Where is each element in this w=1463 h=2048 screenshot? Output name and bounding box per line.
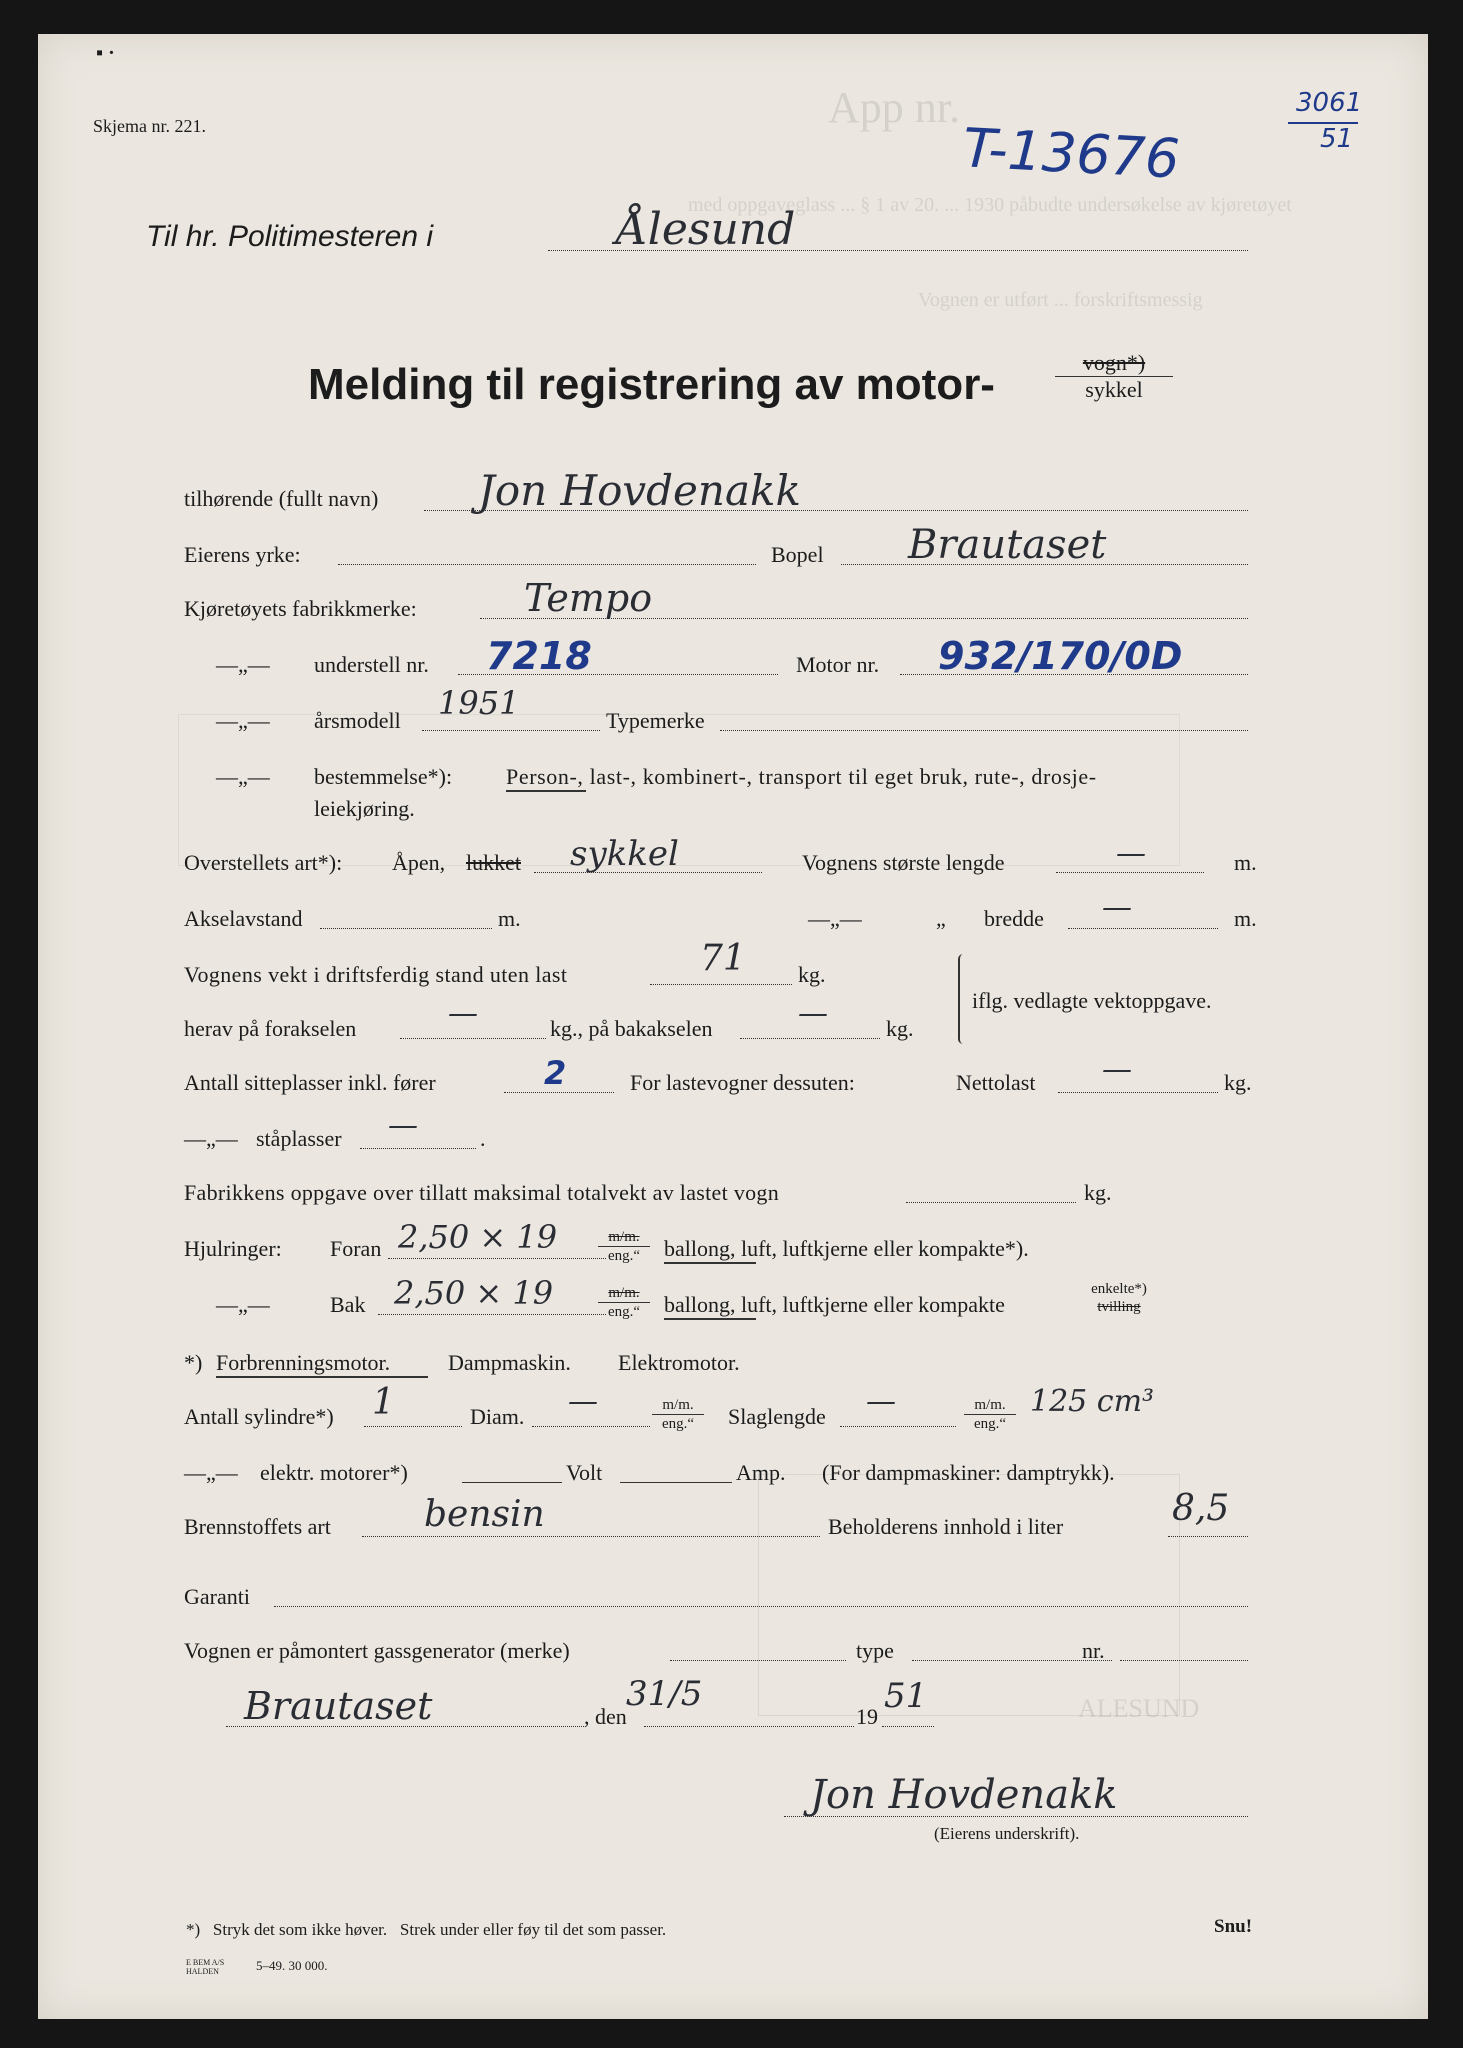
displacement-value: 125 cm³ (1030, 1384, 1155, 1419)
wheel-mount: enkelte*) tvilling (1091, 1281, 1147, 1315)
year-line (882, 1726, 934, 1727)
axle-unit: m. (498, 906, 521, 931)
cylinders-line (364, 1426, 462, 1427)
net-load-unit: kg. (1224, 1070, 1252, 1095)
make-value: Tempo (524, 576, 653, 620)
engine-type-steam: Dampmaskin. (448, 1350, 571, 1375)
wheels-front-line (388, 1258, 606, 1259)
purpose-options-cont: leiekjøring. (314, 796, 415, 821)
purpose-underline (506, 790, 586, 792)
wheels-front-unit: m/m. eng.“ (598, 1228, 650, 1265)
truck-label: For lastevogner dessuten: (630, 1070, 855, 1095)
width-quote: „ (936, 906, 946, 931)
signature-caption: (Eierens underskrift). (934, 1824, 1080, 1843)
guarantee-label: Garanti (184, 1584, 250, 1609)
front-axle-line (400, 1038, 546, 1039)
front-axle-value: — (448, 996, 478, 1031)
wheels-label: Hjulringer: (184, 1236, 282, 1261)
ditto-mark: —„— (184, 1460, 238, 1485)
weight-line (650, 984, 792, 985)
owner-name: Jon Hovdenakk (478, 466, 801, 515)
volt-line (620, 1482, 732, 1483)
body-open: Åpen, (392, 850, 446, 875)
owner-signature: Jon Hovdenakk (810, 1772, 1118, 1818)
recipient-label: Til hr. Politimesteren i (146, 220, 434, 253)
width-line (1068, 928, 1218, 929)
weight-unit: kg. (798, 962, 826, 987)
wheels-rear-value: 2,50 × 19 (394, 1274, 554, 1312)
length-line (1056, 872, 1204, 873)
max-weight-label: Fabrikkens oppgave over tillatt maksimal totalvekt av lastet vogn (184, 1180, 780, 1205)
max-weight-unit: kg. (1084, 1180, 1112, 1205)
stroke-line (840, 1426, 956, 1427)
width-value: — (1102, 890, 1132, 925)
gas-type-label: type (856, 1638, 894, 1663)
axle-line (320, 928, 492, 929)
place-value: Brautaset (244, 1684, 433, 1728)
wheels-front-label: Foran (330, 1236, 382, 1261)
date-line (644, 1726, 854, 1727)
combustion-underline (216, 1376, 428, 1378)
electric-motors-line (462, 1482, 562, 1483)
standing-value: — (388, 1108, 418, 1143)
gas-generator-label: Vognen er påmontert gassgenerator (merke) (184, 1638, 570, 1663)
residence-label: Bopel (771, 542, 824, 567)
stroke-label: Slaglengde (728, 1404, 826, 1429)
ghost-stamp-box (758, 1474, 1180, 1716)
net-load-line (1058, 1092, 1218, 1093)
fuel-value: bensin (424, 1494, 545, 1535)
application-number: 3061 (1296, 88, 1363, 118)
length-value: — (1116, 836, 1146, 871)
corner-mark: ▪ · (96, 42, 115, 64)
year-prefix: 19 (856, 1704, 878, 1729)
application-year: 51 (1320, 124, 1354, 154)
weight-brace (958, 954, 968, 1044)
gas-no-label: nr. (1082, 1638, 1105, 1663)
balloon-underline (664, 1262, 756, 1264)
steam-note: (For dampmaskiner: damptrykk). (822, 1460, 1115, 1485)
purpose-options: Person-, last-, kombinert-, transport til eget bruk, rute-, drosje- (506, 764, 1097, 789)
front-axle-label: herav på forakselen (184, 1016, 357, 1041)
rear-axle-line (740, 1038, 880, 1039)
schema-number: Skjema nr. 221. (93, 116, 206, 136)
title-vehicle-type: vogn*) sykkel (1055, 350, 1173, 403)
gas-no-line (1120, 1660, 1248, 1661)
seats-label: Antall sitteplasser inkl. fører (184, 1070, 436, 1095)
body-closed: lukket (466, 850, 521, 875)
weight-label: Vognens vekt i driftsferdig stand uten last (184, 962, 568, 987)
ditto-mark: —„— (216, 652, 270, 677)
seats-value: 2 (544, 1054, 567, 1092)
ghost-app-no: App nr. (828, 83, 960, 132)
length-label: Vognens største lengde (802, 850, 1005, 875)
residence-value: Brautaset (908, 522, 1107, 568)
occupation-line (338, 564, 756, 565)
chassis-value: 7218 (486, 634, 592, 678)
ditto-mark: —„— (808, 906, 862, 931)
width-label: bredde (984, 906, 1044, 931)
tank-line (1168, 1536, 1248, 1537)
motor-label: Motor nr. (796, 652, 880, 677)
model-year-line (422, 730, 600, 731)
archive-number: T-13676 (961, 116, 1182, 191)
print-run: 5–49. 30 000. (256, 1958, 328, 1973)
wheels-rear-types: ballong, luft, luftkjerne eller kompakte (664, 1292, 1005, 1317)
wheels-front-value: 2,50 × 19 (398, 1218, 558, 1256)
make-label: Kjøretøyets fabrikkmerke: (184, 596, 417, 621)
form-sheet (38, 34, 1428, 2019)
wheels-rear-unit: m/m. eng.“ (598, 1284, 650, 1321)
engine-type-electric: Elektromotor. (618, 1350, 740, 1375)
model-year-value: 1951 (438, 684, 520, 722)
fuel-label: Brennstoffets art (184, 1514, 331, 1539)
cylinders-value: 1 (372, 1382, 395, 1423)
diameter-value: — (568, 1384, 598, 1419)
footer-note: *) Stryk det som ikke høver. Strek under eller føy til det som passer. (186, 1920, 667, 1939)
chassis-label: understell nr. (314, 652, 429, 677)
date-value: 31/5 (626, 1674, 703, 1714)
ghost-box (178, 714, 1180, 866)
standing-end: . (480, 1126, 486, 1151)
turn-over-note: Snu! (1214, 1916, 1253, 1937)
printer-mark: E BEM A/S HALDEN (186, 1958, 225, 1976)
ditto-mark: —„— (216, 764, 270, 789)
standing-label: ståplasser (256, 1126, 342, 1151)
standing-line (360, 1148, 476, 1149)
volt-label: Volt (566, 1460, 603, 1485)
tank-label: Beholderens innhold i liter (828, 1514, 1064, 1539)
axle-label: Akselavstand (184, 906, 303, 931)
wheels-rear-label: Bak (330, 1292, 366, 1317)
recipient-city: Ålesund (616, 204, 796, 255)
engine-types-prefix: *) (184, 1350, 203, 1375)
stroke-unit: m/m. eng.“ (964, 1396, 1016, 1433)
net-load-value: — (1102, 1052, 1132, 1087)
signature-line (784, 1816, 1248, 1817)
body-label: Overstellets art*): (184, 850, 343, 875)
ghost-stamp: ALESUND (1078, 1694, 1200, 1723)
fuel-line (362, 1536, 820, 1537)
body-value: sykkel (570, 834, 679, 874)
tank-value: 8,5 (1172, 1488, 1230, 1529)
seats-line (504, 1092, 614, 1093)
wheels-rear-line (378, 1314, 606, 1315)
type-line (720, 730, 1248, 731)
occupation-label: Eierens yrke: (184, 542, 301, 567)
guarantee-line (274, 1606, 1248, 1607)
weight-note: iflg. vedlagte vektoppgave. (972, 988, 1212, 1013)
ghost-line: Vognen er utført ... forskriftsmessig (918, 289, 1203, 311)
rear-axle-value: — (798, 996, 828, 1031)
cylinders-label: Antall sylindre*) (184, 1404, 334, 1429)
rear-axle-label: kg., på bakakselen (550, 1016, 713, 1041)
purpose-label: bestemmelse*): (314, 764, 453, 789)
max-weight-line (906, 1202, 1076, 1203)
diameter-label: Diam. (470, 1404, 525, 1429)
ditto-mark: —„— (216, 1292, 270, 1317)
date-label: , den (584, 1704, 627, 1729)
motor-value: 932/170/0D (938, 634, 1183, 678)
wheels-front-types: ballong, luft, luftkjerne eller kompakte*). (664, 1236, 1029, 1261)
stroke-value: — (866, 1384, 896, 1419)
form-title: Melding til registrering av motor- (308, 360, 995, 409)
engine-type-combustion: Forbrenningsmotor. (216, 1350, 391, 1375)
balloon-underline (664, 1318, 756, 1320)
net-load-label: Nettolast (956, 1070, 1036, 1095)
amp-label: Amp. (736, 1460, 786, 1485)
ghost-line: med oppgaveglass ... § 1 av 20. ... 1930 påbudte undersøkelse av kjøretøyet (688, 194, 1292, 216)
weight-value: 71 (700, 938, 746, 979)
gas-generator-line (670, 1660, 846, 1661)
owner-name-label: tilhørende (fullt navn) (184, 486, 379, 511)
electric-motors-label: elektr. motorer*) (260, 1460, 408, 1485)
width-unit: m. (1234, 906, 1257, 931)
rear-axle-unit: kg. (886, 1016, 914, 1041)
model-year-label: årsmodell (314, 708, 401, 733)
diameter-line (532, 1426, 650, 1427)
ditto-mark: —„— (184, 1126, 238, 1151)
ditto-mark: —„— (216, 708, 270, 733)
length-unit: m. (1234, 850, 1257, 875)
type-label: Typemerke (606, 708, 705, 733)
diameter-unit: m/m. eng.“ (652, 1396, 704, 1433)
year-value: 51 (884, 1676, 928, 1716)
